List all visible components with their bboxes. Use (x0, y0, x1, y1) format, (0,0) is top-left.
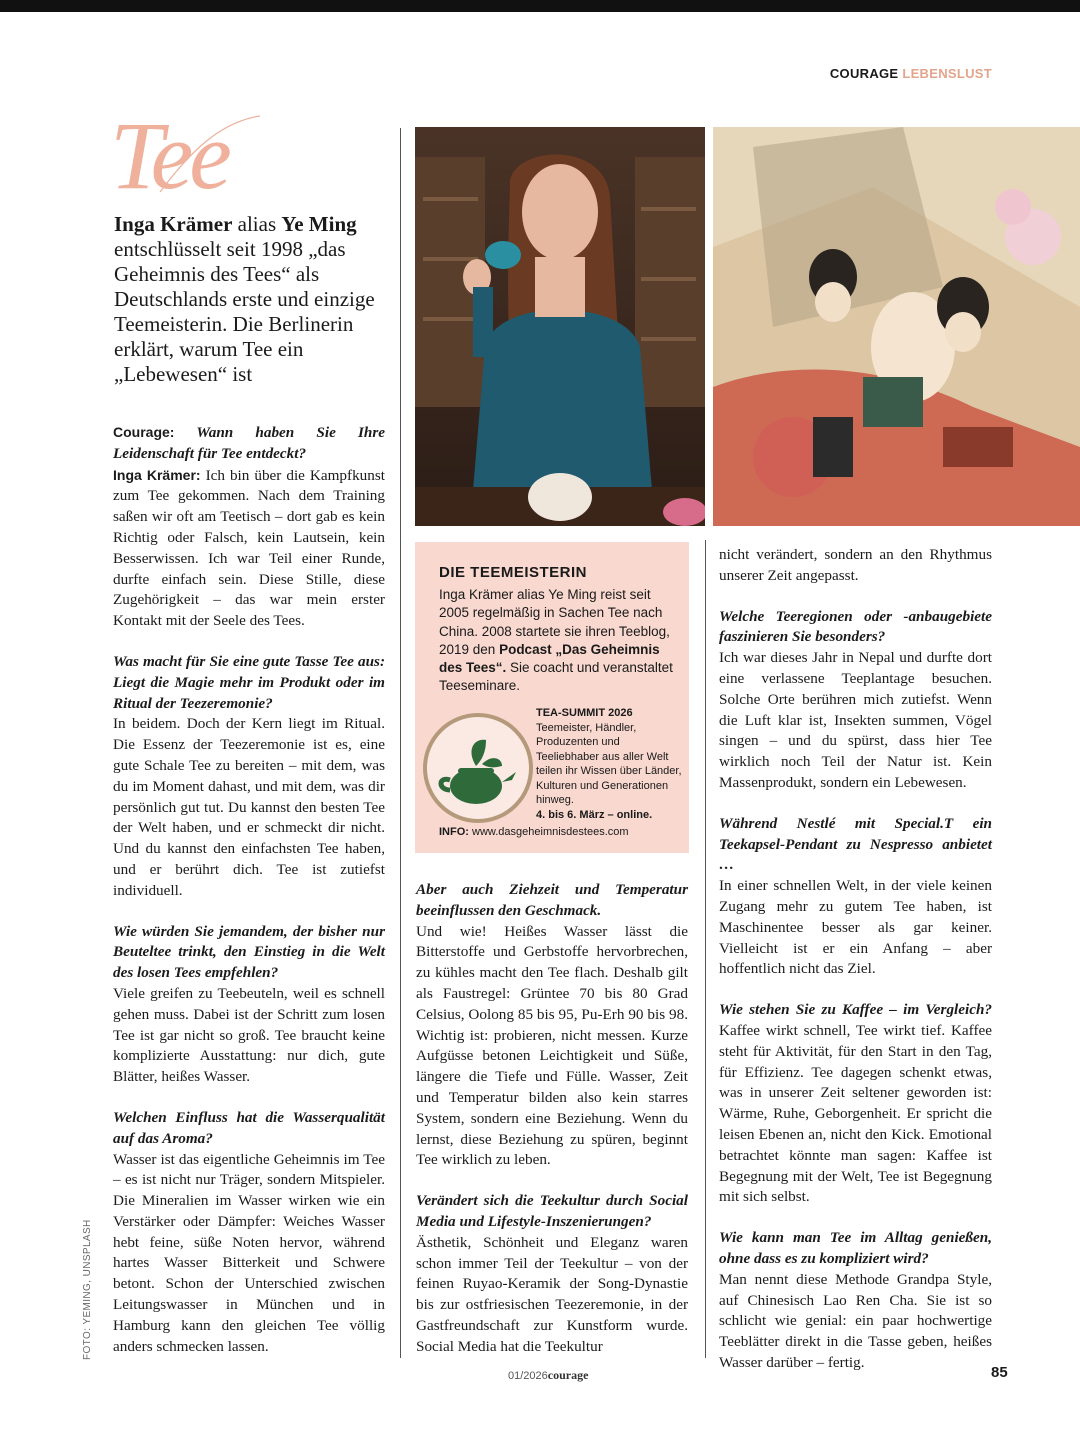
info-label: INFO: (439, 826, 469, 838)
summit-text: Teemeister, Händler, Produzenten und Teeliebhaber aus aller Welt teilen ihr Wissen über Länder, Kulturen und Generationen hinweg. (536, 721, 682, 806)
question: Was macht für Sie eine gute Tasse Tee aus: Liegt die Magie mehr im Produkt oder im Ritual der Teezeremonie? (113, 652, 385, 712)
column-divider (705, 540, 706, 1358)
answer: Wasser ist das eigentliche Geheimnis im Tee – es ist nicht nur Träger, sondern Mitspieler. Die Mineralien im Wasser wirken wie ein Verstärker oder Dämpfer: Weiches Wasser hebt feine, süße Noten hervor, während hartes Wasser Bitterkeit und Schwere betont. Schon der Unterschied zwischen Leitungswasser in München und in Hamburg kann den gleichen Tee völlig anders schmecken lassen. (113, 1150, 385, 1355)
infobox-body (439, 586, 679, 696)
photo-credit: FOTO: YEMING, UNSPLASH (82, 1219, 93, 1360)
infobox-body-text: Inga Krämer alias Ye Ming reist seit 2005 regelmäßig in Sachen Tee nach China. 2008 startete sie ihren Teeblog, 2019 den (439, 587, 670, 657)
question-text: Wann haben Sie Ihre Leidenschaft für Tee entdeckt? (113, 424, 385, 462)
woodblock-illustration (713, 127, 1080, 526)
question: Verändert sich die Teekultur durch Social Media und Lifestyle-Inszenierungen? (416, 1192, 688, 1230)
text-column-3 (719, 545, 992, 1374)
question: Wie würden Sie jemandem, der bisher nur Beuteltee trinkt, den Einstieg in die Welt des losen Tees empfehlen? (113, 922, 385, 982)
answer: Ich war dieses Jahr in Nepal und durfte dort eine verlassene Teeplantage besuchen. Solche Orte berühren mich zutiefst. Wenn die Luft klar ist, Insekten summen, Vögel singen – und du spürst, dass hier Tee wirklich noch Teil der Natur ist. Kein Massenprodukt, sondern ein Lebewesen. (719, 649, 992, 791)
intro-alias: Ye Ming (281, 212, 357, 236)
podcast-title: Podcast „Das Geheimnis des Tees“. (439, 641, 660, 676)
portrait-illustration (415, 127, 705, 526)
title-swash-ornament (150, 112, 270, 202)
column-divider (400, 128, 401, 1358)
question: Wie kann man Tee im Alltag genießen, ohne dass es zu kompliziert wird? (719, 1229, 992, 1267)
tea-summit-info (536, 706, 684, 822)
answer (113, 465, 385, 632)
question: Aber auch Ziehzeit und Temperatur beeinflussen den Geschmack. (416, 881, 688, 919)
infobox-body-text: Sie coacht und veranstaltet Teeseminare. (439, 660, 673, 694)
interviewee-label: Inga Krämer: (113, 466, 201, 483)
answer: Ästhetik, Schönheit und Eleganz waren schon immer Teil der Teekultur – von der feinen Ruyao-Keramik der Song-Dynastie bis zur ostfriesischen Teezeremonie, in der Gastfreundschaft zur Kunstform wurde. Social Media hat die Teekultur (416, 1233, 688, 1355)
info-url[interactable]: www.dasgeheimnisdestees.com (468, 826, 629, 838)
teemeisterin-infobox (415, 542, 689, 853)
issue-number: 01/2026 (508, 1370, 548, 1382)
answer: In beidem. Doch der Kern liegt im Ritual. Die Essenz der Teezeremonie ist es, eine gute Schale Tee zu bereiten – mit dem, was du im Moment dahast, und mit dem, was dir persönlich gut tut. Du kannst den besten Tee der Welt haben, und er schmeckt dir nicht. Und du kannst den einfachsten Tee haben, und er berührt dich. Tee ist zutiefst individuell. (113, 715, 385, 899)
answer-text: Ich bin über die Kampfkunst zum Tee gekommen. Nach dem Training saßen wir oft am Teetisch – dort gab es kein Richtig oder Falsch, kein Lautsein, kein Besserwissen. Ich war Teil einer Runde, durfte einfach sein. Diese Stille, diese Zugehörigkeit – das war mein erster Kontakt mit der Seele des Tees. (113, 466, 385, 630)
intro-alias-word: alias (232, 212, 282, 236)
question: Welchen Einfluss hat die Wasserqualität auf das Aroma? (113, 1108, 385, 1147)
teapot-icon (420, 710, 536, 826)
woodblock-print-image (713, 127, 1080, 526)
answer: Man nennt diese Methode Grandpa Style, auf Chinesisch Lao Ren Cha. Sie ist so schlicht wie genial: ein paar hochwertige Teeblätter direkt in die Tasse geben, heißes Wasser darüber – fertig. (719, 1270, 992, 1371)
answer: In einer schnellen Welt, in der viele keinen Zugang mehr zu gutem Tee haben, ist Maschinentee besser als gar keiner. Vielleicht ist er ein Anfang – aber hoffentlich nicht das Ziel. (719, 877, 992, 978)
question: Während Nestlé mit Special.T ein Teekapsel-Pendant zu Nespresso anbietet … (719, 814, 992, 874)
info-line (439, 826, 629, 838)
magazine-brand: courage (547, 1368, 589, 1382)
answer-text: Kaffee wirkt schnell, Tee wirkt tief. Kaffee steht für Aktivität, für den Start in den Tag, für Effizienz. Tee dagegen schenkt etwas, was in unserer Zeit seltener geworden ist: Wärme, Ruhe, Geborgenheit. Er spricht die leisen Ebenen an, nicht den Kick. Emotional betrachtet könnte man sagen: Kaffee ist Begegnung mit der Welt, Tee ist Begegnung mit sich selbst. (719, 1021, 992, 1206)
article-title: Tee (110, 102, 228, 209)
intro-name: Inga Krämer (114, 212, 233, 236)
summit-title: TEA-SUMMIT 2026 (536, 707, 633, 719)
section-name: COURAGE (829, 66, 899, 81)
answer: Und wie! Heißes Wasser lässt die Bitterstoffe und Gerbstoffe hervorbrechen, zu kühles macht den Tee flach. Deshalb gilt als Faustregel: Grüntee 70 bis 80 Grad Celsius, Oolong 85 bis 95, Pu-Erh 90 bis 98. Wichtig ist: probieren, nicht messen. Kurze Aufgüsse betonen Leichtigkeit und Süße, längere die Tiefe und Fülle. Wasser, Zeit und Temperatur bilden also kein starres System, sondern eine Beziehung. Wenn du lernst, diese Beziehung zu spüren, beginnt Tee wirklich zu leben. (416, 922, 688, 1169)
text-column-2 (416, 880, 688, 1358)
page-number: 85 (991, 1364, 1008, 1381)
answer-continued: nicht verändert, sondern an den Rhythmus unserer Zeit angepasst. (719, 546, 992, 584)
top-bar (0, 0, 1080, 12)
question-answer (719, 1000, 992, 1208)
text-column-1 (113, 422, 385, 1357)
question: Welche Teeregionen oder -anbaugebiete faszinieren Sie besonders? (719, 607, 992, 646)
subsection-name: LEBENSLUST (902, 66, 992, 81)
article-intro (114, 212, 384, 387)
intro-text: entschlüsselt seit 1998 „das Geheimnis des Tees“ als Deutschlands erste und einzige Teemeisterin. Die Berlinerin erklärt, warum Tee ein „Lebewesen“ ist (114, 237, 375, 386)
question (113, 422, 385, 465)
section-label (830, 66, 992, 81)
interviewer-label: Courage: (113, 424, 175, 440)
question-text: Wie stehen Sie zu Kaffee – im Vergleich? (719, 1001, 992, 1019)
portrait-photo (415, 127, 705, 526)
answer: Viele greifen zu Teebeuteln, weil es schnell gehen muss. Dabei ist der Schritt zum losen Tee ist gar nicht so groß. Tee braucht keine komplizierte Ausstattung: nur dich, gute Blätter, heißes Wasser. (113, 984, 385, 1086)
footer (508, 1368, 588, 1383)
summit-date: 4. bis 6. März – online. (536, 808, 653, 821)
infobox-heading: DIE TEEMEISTERIN (439, 564, 588, 581)
